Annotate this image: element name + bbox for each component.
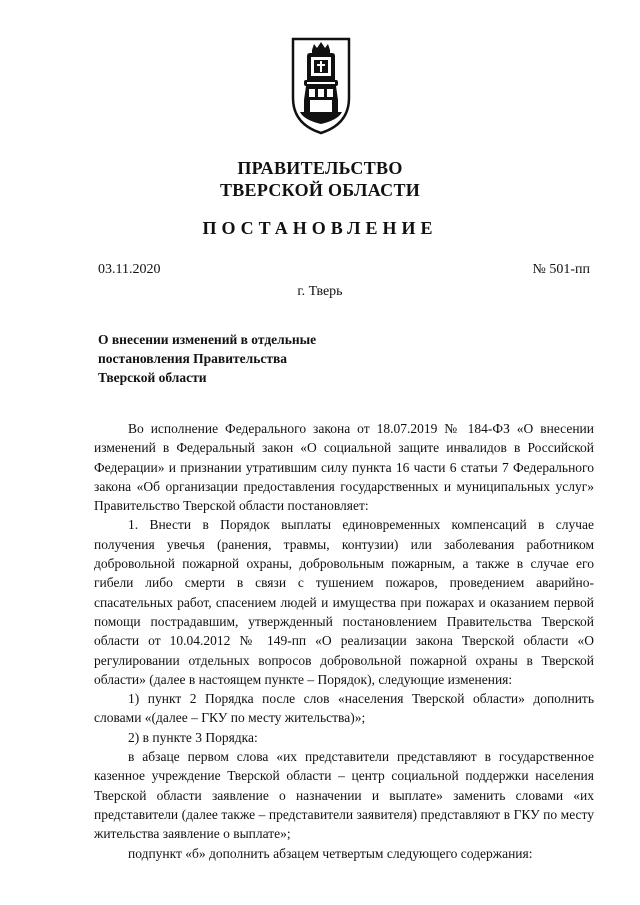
body-paragraph: 1. Внести в Порядок выплаты единовременных компенсаций в случае получения увечья (ранения, травмы, контузии) или заболевания работником добровольной пожарной охраны, добровольным пожарным, а также в случае его гибели либо смерти в связи с тушением пожаров, проведением аварийно-спасательных работ, спасением людей и имущества при пожарах и оказанием первой помощи пострадавшим, утвержденный постановлением Правительства Тверской области от 10.04.2012 № 149-пп «О реализации закона Тверской области «О регулировании отдельных вопросов добровольной пожарной охраны в Тверской области» (далее в настоящем пункте – Порядок), следующие изменения:: [94, 517, 594, 687]
subject-line: О внесении изменений в отдельные: [98, 332, 317, 347]
subject-line: постановления Правительства: [98, 351, 287, 366]
document-city: г. Тверь: [297, 284, 343, 299]
document-date: 03.11.2020: [98, 262, 161, 277]
body-paragraph: 2) в пункте 3 Порядка:: [128, 729, 258, 745]
organization-name-line-1: ПРАВИТЕЛЬСТВО: [237, 158, 403, 178]
body-paragraph: подпункт «б» дополнить абзацем четвертым следующего содержания:: [128, 845, 533, 861]
document-subject: [98, 330, 418, 387]
body-paragraph: 1) пункт 2 Порядка после слов «населения Тверской области» дополнить словами «(далее – ГКУ по месту жительства)»;: [94, 691, 594, 726]
document-number: № 501-пп: [532, 262, 590, 277]
document-type: ПОСТАНОВЛЕНИЕ: [202, 218, 438, 238]
subject-line: Тверской области: [98, 370, 207, 385]
tver-coat-of-arms-icon: [290, 36, 352, 136]
organization-name-line-2: ТВЕРСКОЙ ОБЛАСТИ: [219, 180, 421, 200]
body-paragraph: Во исполнение Федерального закона от 18.07.2019 № 184-ФЗ «О внесении изменений в Федеральный закон «О социальной защите инвалидов в Российской Федерации» и признании утратившим силу пункта 16 части 6 статьи 7 Федерального закона «Об организации предоставления государственных и муниципальных услуг» Правительство Тверской области постановляет:: [94, 421, 594, 514]
document-body: [94, 419, 594, 863]
body-paragraph: в абзаце первом слова «их представители представляют в государственное казенное учреждение Тверской области – центр социальной поддержки населения Тверской области заявление о назначении и выплате» заменить словами «их представители (далее также – представители заявителя) представляют в ГКУ по месту жительства заявление о выплате»;: [94, 749, 594, 842]
